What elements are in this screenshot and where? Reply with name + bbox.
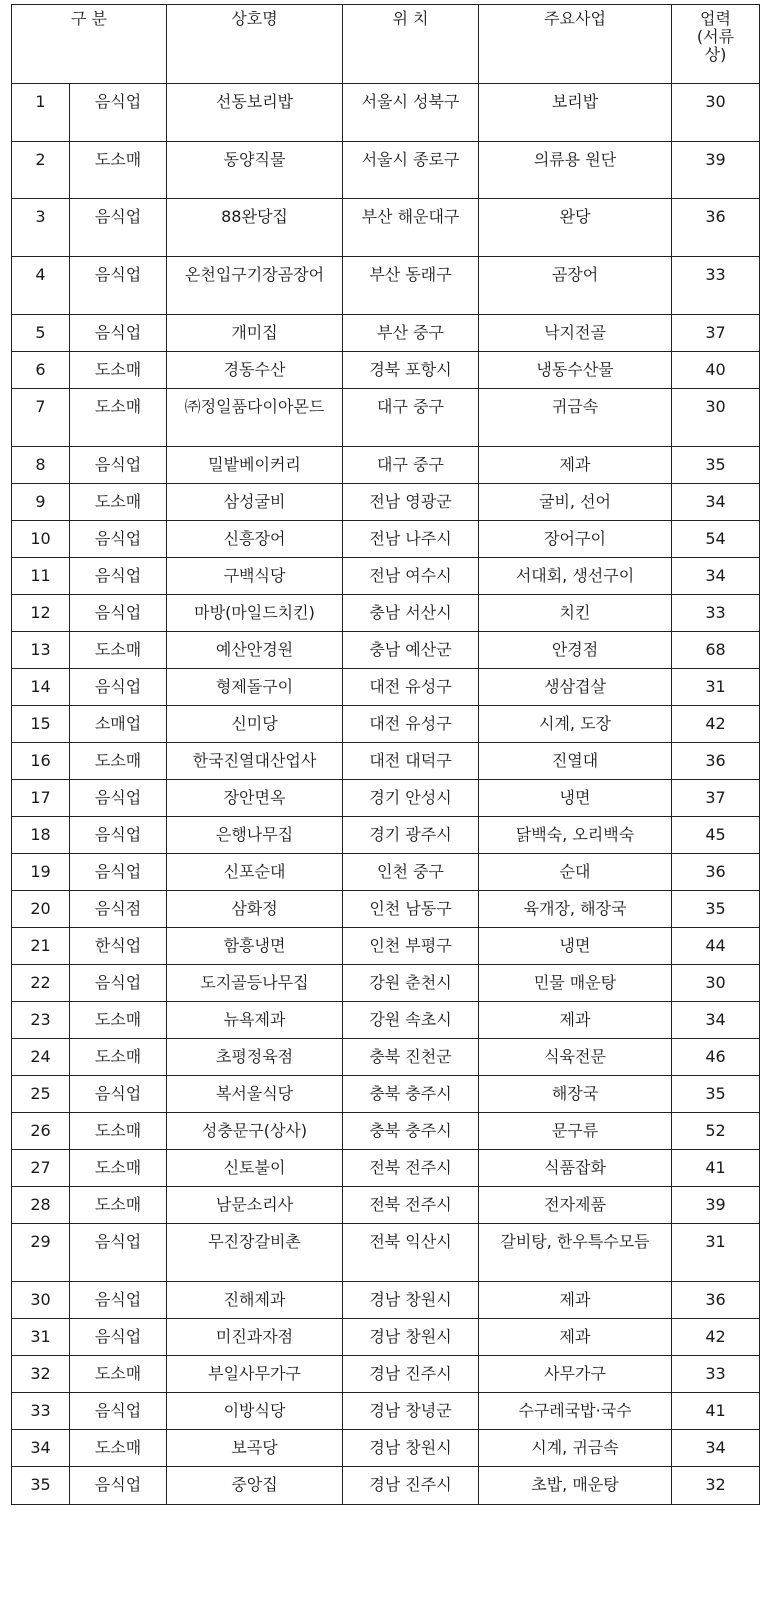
row-category: 음식업 bbox=[70, 521, 167, 558]
row-store-name: 선동보리밥 bbox=[167, 84, 343, 142]
row-store-name: 삼화정 bbox=[167, 891, 343, 928]
row-years: 33 bbox=[672, 1356, 760, 1393]
row-store-name: 예산안경원 bbox=[167, 632, 343, 669]
row-years: 30 bbox=[672, 84, 760, 142]
row-location: 경남 창녕군 bbox=[343, 1393, 479, 1430]
row-years: 68 bbox=[672, 632, 760, 669]
table-row bbox=[12, 1356, 760, 1393]
row-store-name: 남문소리사 bbox=[167, 1187, 343, 1224]
row-store-name: 중앙집 bbox=[167, 1467, 343, 1505]
row-number: 31 bbox=[12, 1319, 70, 1356]
row-location: 전남 여수시 bbox=[343, 558, 479, 595]
row-location: 충북 충주시 bbox=[343, 1113, 479, 1150]
table-row bbox=[12, 315, 760, 352]
row-category: 음식점 bbox=[70, 891, 167, 928]
row-location: 경남 진주시 bbox=[343, 1356, 479, 1393]
table-row bbox=[12, 1150, 760, 1187]
row-location: 부산 해운대구 bbox=[343, 199, 479, 257]
row-number: 9 bbox=[12, 484, 70, 521]
row-store-name: 장안면옥 bbox=[167, 780, 343, 817]
row-number: 1 bbox=[12, 84, 70, 142]
table-row bbox=[12, 891, 760, 928]
table-row bbox=[12, 928, 760, 965]
row-number: 15 bbox=[12, 706, 70, 743]
row-number: 13 bbox=[12, 632, 70, 669]
row-years: 31 bbox=[672, 1224, 760, 1282]
row-location: 대구 중구 bbox=[343, 447, 479, 484]
row-location: 경남 창원시 bbox=[343, 1430, 479, 1467]
row-main-business: 시계, 도장 bbox=[479, 706, 672, 743]
row-main-business: 의류용 원단 bbox=[479, 142, 672, 199]
row-number: 8 bbox=[12, 447, 70, 484]
row-main-business: 식육전문 bbox=[479, 1039, 672, 1076]
row-location: 대전 유성구 bbox=[343, 669, 479, 706]
row-main-business: 생삼겹살 bbox=[479, 669, 672, 706]
row-years: 42 bbox=[672, 1319, 760, 1356]
row-years: 39 bbox=[672, 1187, 760, 1224]
row-store-name: 성충문구(상사) bbox=[167, 1113, 343, 1150]
row-years: 41 bbox=[672, 1150, 760, 1187]
table-row bbox=[12, 1319, 760, 1356]
row-main-business: 굴비, 선어 bbox=[479, 484, 672, 521]
row-store-name: 초평정육점 bbox=[167, 1039, 343, 1076]
row-location: 충남 예산군 bbox=[343, 632, 479, 669]
row-number: 11 bbox=[12, 558, 70, 595]
row-years: 33 bbox=[672, 595, 760, 632]
table-body bbox=[12, 84, 760, 1505]
row-years: 35 bbox=[672, 891, 760, 928]
row-years: 37 bbox=[672, 315, 760, 352]
table-row bbox=[12, 484, 760, 521]
row-main-business: 보리밥 bbox=[479, 84, 672, 142]
table-row bbox=[12, 1076, 760, 1113]
row-main-business: 민물 매운탕 bbox=[479, 965, 672, 1002]
table-row bbox=[12, 595, 760, 632]
row-store-name: 형제돌구이 bbox=[167, 669, 343, 706]
table-row bbox=[12, 1113, 760, 1150]
row-category: 음식업 bbox=[70, 1319, 167, 1356]
row-years: 36 bbox=[672, 1282, 760, 1319]
row-location: 충북 충주시 bbox=[343, 1076, 479, 1113]
row-years: 30 bbox=[672, 965, 760, 1002]
table-row bbox=[12, 352, 760, 389]
row-main-business: 제과 bbox=[479, 447, 672, 484]
row-years: 33 bbox=[672, 257, 760, 315]
row-number: 33 bbox=[12, 1393, 70, 1430]
row-store-name: 신포순대 bbox=[167, 854, 343, 891]
row-location: 경남 창원시 bbox=[343, 1282, 479, 1319]
table-row bbox=[12, 854, 760, 891]
header-store-name: 상호명 bbox=[167, 5, 343, 84]
row-main-business: 육개장, 해장국 bbox=[479, 891, 672, 928]
table-row bbox=[12, 1224, 760, 1282]
header-main-business: 주요사업 bbox=[479, 5, 672, 84]
row-category: 도소매 bbox=[70, 352, 167, 389]
header-location: 위 치 bbox=[343, 5, 479, 84]
row-category: 음식업 bbox=[70, 257, 167, 315]
row-store-name: 무진장갈비촌 bbox=[167, 1224, 343, 1282]
row-main-business: 초밥, 매운탕 bbox=[479, 1467, 672, 1505]
row-category: 음식업 bbox=[70, 1467, 167, 1505]
row-store-name: 뉴욕제과 bbox=[167, 1002, 343, 1039]
row-location: 경남 창원시 bbox=[343, 1319, 479, 1356]
row-category: 도소매 bbox=[70, 1113, 167, 1150]
row-number: 17 bbox=[12, 780, 70, 817]
row-category: 도소매 bbox=[70, 142, 167, 199]
row-store-name: 온천입구기장곰장어 bbox=[167, 257, 343, 315]
row-category: 음식업 bbox=[70, 1282, 167, 1319]
row-number: 26 bbox=[12, 1113, 70, 1150]
row-location: 경남 진주시 bbox=[343, 1467, 479, 1505]
row-years: 30 bbox=[672, 389, 760, 447]
row-years: 52 bbox=[672, 1113, 760, 1150]
row-category: 음식업 bbox=[70, 1224, 167, 1282]
row-main-business: 사무가구 bbox=[479, 1356, 672, 1393]
row-years: 35 bbox=[672, 447, 760, 484]
row-number: 24 bbox=[12, 1039, 70, 1076]
row-number: 7 bbox=[12, 389, 70, 447]
row-number: 20 bbox=[12, 891, 70, 928]
row-main-business: 진열대 bbox=[479, 743, 672, 780]
row-location: 강원 속초시 bbox=[343, 1002, 479, 1039]
table-row bbox=[12, 257, 760, 315]
row-store-name: 복서울식당 bbox=[167, 1076, 343, 1113]
row-category: 음식업 bbox=[70, 1393, 167, 1430]
store-registry-table bbox=[11, 4, 760, 1505]
row-category: 음식업 bbox=[70, 595, 167, 632]
row-years: 36 bbox=[672, 199, 760, 257]
row-store-name: 밀밭베이커리 bbox=[167, 447, 343, 484]
row-store-name: 경동수산 bbox=[167, 352, 343, 389]
row-category: 도소매 bbox=[70, 743, 167, 780]
row-store-name: 구백식당 bbox=[167, 558, 343, 595]
table-row bbox=[12, 1430, 760, 1467]
row-location: 전북 익산시 bbox=[343, 1224, 479, 1282]
row-location: 경기 안성시 bbox=[343, 780, 479, 817]
table-row bbox=[12, 447, 760, 484]
row-location: 전북 전주시 bbox=[343, 1187, 479, 1224]
row-main-business: 서대회, 생선구이 bbox=[479, 558, 672, 595]
row-category: 도소매 bbox=[70, 1187, 167, 1224]
row-main-business: 곰장어 bbox=[479, 257, 672, 315]
row-number: 3 bbox=[12, 199, 70, 257]
row-location: 부산 중구 bbox=[343, 315, 479, 352]
row-category: 음식업 bbox=[70, 447, 167, 484]
row-category: 도소매 bbox=[70, 1356, 167, 1393]
row-category: 음식업 bbox=[70, 669, 167, 706]
row-location: 전남 영광군 bbox=[343, 484, 479, 521]
row-years: 34 bbox=[672, 1430, 760, 1467]
row-store-name: 동양직물 bbox=[167, 142, 343, 199]
row-category: 도소매 bbox=[70, 484, 167, 521]
table-row bbox=[12, 142, 760, 199]
row-number: 19 bbox=[12, 854, 70, 891]
row-store-name: 신토불이 bbox=[167, 1150, 343, 1187]
table-row bbox=[12, 743, 760, 780]
row-years: 36 bbox=[672, 854, 760, 891]
row-main-business: 냉동수산물 bbox=[479, 352, 672, 389]
row-location: 부산 동래구 bbox=[343, 257, 479, 315]
table-row bbox=[12, 632, 760, 669]
row-location: 인천 남동구 bbox=[343, 891, 479, 928]
row-location: 충북 진천군 bbox=[343, 1039, 479, 1076]
row-location: 인천 부평구 bbox=[343, 928, 479, 965]
row-store-name: 진해제과 bbox=[167, 1282, 343, 1319]
row-store-name: 보곡당 bbox=[167, 1430, 343, 1467]
row-location: 서울시 성북구 bbox=[343, 84, 479, 142]
row-years: 46 bbox=[672, 1039, 760, 1076]
row-store-name: 신흥장어 bbox=[167, 521, 343, 558]
row-store-name: 개미집 bbox=[167, 315, 343, 352]
row-location: 경기 광주시 bbox=[343, 817, 479, 854]
table-row bbox=[12, 1039, 760, 1076]
row-store-name: ㈜정일품다이아몬드 bbox=[167, 389, 343, 447]
row-number: 12 bbox=[12, 595, 70, 632]
row-years: 42 bbox=[672, 706, 760, 743]
row-number: 35 bbox=[12, 1467, 70, 1505]
row-years: 39 bbox=[672, 142, 760, 199]
table-row bbox=[12, 706, 760, 743]
row-number: 2 bbox=[12, 142, 70, 199]
table-row bbox=[12, 1282, 760, 1319]
row-location: 전남 나주시 bbox=[343, 521, 479, 558]
row-location: 전북 전주시 bbox=[343, 1150, 479, 1187]
row-years: 45 bbox=[672, 817, 760, 854]
row-category: 음식업 bbox=[70, 84, 167, 142]
row-location: 대구 중구 bbox=[343, 389, 479, 447]
row-category: 소매업 bbox=[70, 706, 167, 743]
row-main-business: 갈비탕, 한우특수모듬 bbox=[479, 1224, 672, 1282]
row-main-business: 제과 bbox=[479, 1282, 672, 1319]
table-header-row bbox=[12, 5, 760, 84]
row-years: 41 bbox=[672, 1393, 760, 1430]
row-main-business: 순대 bbox=[479, 854, 672, 891]
row-location: 대전 유성구 bbox=[343, 706, 479, 743]
row-store-name: 미진과자점 bbox=[167, 1319, 343, 1356]
row-main-business: 치킨 bbox=[479, 595, 672, 632]
row-number: 23 bbox=[12, 1002, 70, 1039]
row-store-name: 부일사무가구 bbox=[167, 1356, 343, 1393]
row-location: 대전 대덕구 bbox=[343, 743, 479, 780]
row-category: 도소매 bbox=[70, 1039, 167, 1076]
table-row bbox=[12, 1467, 760, 1505]
row-category: 한식업 bbox=[70, 928, 167, 965]
row-main-business: 냉면 bbox=[479, 928, 672, 965]
row-number: 32 bbox=[12, 1356, 70, 1393]
row-main-business: 귀금속 bbox=[479, 389, 672, 447]
row-category: 음식업 bbox=[70, 315, 167, 352]
row-main-business: 낙지전골 bbox=[479, 315, 672, 352]
row-years: 40 bbox=[672, 352, 760, 389]
row-number: 4 bbox=[12, 257, 70, 315]
row-years: 37 bbox=[672, 780, 760, 817]
row-category: 음식업 bbox=[70, 558, 167, 595]
row-location: 강원 춘천시 bbox=[343, 965, 479, 1002]
row-number: 30 bbox=[12, 1282, 70, 1319]
row-main-business: 해장국 bbox=[479, 1076, 672, 1113]
row-main-business: 제과 bbox=[479, 1319, 672, 1356]
row-years: 35 bbox=[672, 1076, 760, 1113]
row-years: 34 bbox=[672, 1002, 760, 1039]
row-main-business: 안경점 bbox=[479, 632, 672, 669]
row-main-business: 닭백숙, 오리백숙 bbox=[479, 817, 672, 854]
row-years: 31 bbox=[672, 669, 760, 706]
row-years: 32 bbox=[672, 1467, 760, 1505]
row-category: 도소매 bbox=[70, 632, 167, 669]
row-main-business: 시계, 귀금속 bbox=[479, 1430, 672, 1467]
row-number: 28 bbox=[12, 1187, 70, 1224]
row-main-business: 냉면 bbox=[479, 780, 672, 817]
row-location: 충남 서산시 bbox=[343, 595, 479, 632]
row-store-name: 신미당 bbox=[167, 706, 343, 743]
row-main-business: 수구레국밥·국수 bbox=[479, 1393, 672, 1430]
row-category: 음식업 bbox=[70, 199, 167, 257]
row-main-business: 장어구이 bbox=[479, 521, 672, 558]
table-row bbox=[12, 965, 760, 1002]
row-number: 6 bbox=[12, 352, 70, 389]
row-category: 음식업 bbox=[70, 854, 167, 891]
row-years: 34 bbox=[672, 558, 760, 595]
table-row bbox=[12, 1393, 760, 1430]
row-location: 서울시 종로구 bbox=[343, 142, 479, 199]
table-row bbox=[12, 558, 760, 595]
row-years: 34 bbox=[672, 484, 760, 521]
row-category: 도소매 bbox=[70, 1002, 167, 1039]
table-row bbox=[12, 780, 760, 817]
row-store-name: 마방(마일드치킨) bbox=[167, 595, 343, 632]
row-category: 음식업 bbox=[70, 780, 167, 817]
row-number: 21 bbox=[12, 928, 70, 965]
row-main-business: 전자제품 bbox=[479, 1187, 672, 1224]
row-location: 경북 포항시 bbox=[343, 352, 479, 389]
row-years: 36 bbox=[672, 743, 760, 780]
table-row bbox=[12, 817, 760, 854]
row-number: 16 bbox=[12, 743, 70, 780]
row-number: 14 bbox=[12, 669, 70, 706]
row-number: 29 bbox=[12, 1224, 70, 1282]
table-row bbox=[12, 389, 760, 447]
row-number: 18 bbox=[12, 817, 70, 854]
row-years: 44 bbox=[672, 928, 760, 965]
table-row bbox=[12, 84, 760, 142]
row-category: 도소매 bbox=[70, 1430, 167, 1467]
row-number: 25 bbox=[12, 1076, 70, 1113]
row-store-name: 삼성굴비 bbox=[167, 484, 343, 521]
header-years: 업력 (서류 상) bbox=[672, 5, 760, 84]
header-category: 구 분 bbox=[12, 5, 167, 84]
row-number: 5 bbox=[12, 315, 70, 352]
row-store-name: 이방식당 bbox=[167, 1393, 343, 1430]
row-number: 27 bbox=[12, 1150, 70, 1187]
row-store-name: 함흥냉면 bbox=[167, 928, 343, 965]
row-store-name: 은행나무집 bbox=[167, 817, 343, 854]
row-number: 10 bbox=[12, 521, 70, 558]
row-years: 54 bbox=[672, 521, 760, 558]
row-store-name: 88완당집 bbox=[167, 199, 343, 257]
table-row bbox=[12, 1187, 760, 1224]
table-row bbox=[12, 199, 760, 257]
row-category: 음식업 bbox=[70, 817, 167, 854]
table-row bbox=[12, 521, 760, 558]
row-number: 34 bbox=[12, 1430, 70, 1467]
row-category: 도소매 bbox=[70, 389, 167, 447]
row-store-name: 한국진열대산업사 bbox=[167, 743, 343, 780]
row-category: 음식업 bbox=[70, 1076, 167, 1113]
row-category: 도소매 bbox=[70, 1150, 167, 1187]
row-main-business: 문구류 bbox=[479, 1113, 672, 1150]
table-row bbox=[12, 669, 760, 706]
row-store-name: 도지골등나무집 bbox=[167, 965, 343, 1002]
row-main-business: 완당 bbox=[479, 199, 672, 257]
table-row bbox=[12, 1002, 760, 1039]
row-main-business: 식품잡화 bbox=[479, 1150, 672, 1187]
row-main-business: 제과 bbox=[479, 1002, 672, 1039]
row-category: 음식업 bbox=[70, 965, 167, 1002]
row-location: 인천 중구 bbox=[343, 854, 479, 891]
row-number: 22 bbox=[12, 965, 70, 1002]
